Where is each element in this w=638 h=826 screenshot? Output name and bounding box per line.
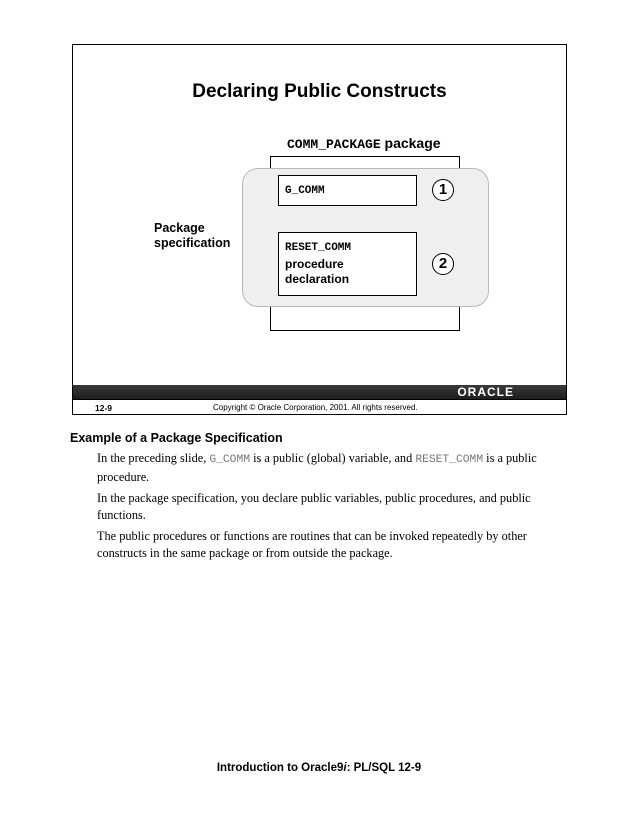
p1-text-c: is a public procedure. [97,451,537,484]
package-word: package [380,135,441,151]
p1-code-resetcomm: RESET_COMM [415,454,484,466]
copyright: Copyright © Oracle Corporation, 2001. All rights reserved. [213,403,418,412]
slide-footer [73,399,566,415]
marker-1: 1 [432,179,454,201]
procedure-box [278,232,417,296]
variable-box [278,175,417,206]
specification-label [154,221,230,251]
slide-number: 12-9 [95,403,113,413]
oracle-bar [73,385,566,399]
slide-title: Declaring Public Constructs [192,81,447,102]
footer-italic: i [343,762,347,774]
notes-paragraph-2: In the package specification, you declare public variables, public procedures, and public functions. [97,491,531,522]
notes-heading: Example of a Package Specification [70,431,283,445]
procedure-desc-line2: declaration [285,272,350,286]
slide [72,44,567,415]
package-name: COMM_PACKAGE [287,137,381,152]
spec-label-line2: specification [154,236,231,250]
notes-section [70,431,575,566]
footer-suffix: : PL/SQL 12-9 [346,762,422,774]
procedure-description [285,257,349,287]
marker-2: 2 [432,253,454,275]
footer-prefix: Introduction to Oracle9 [216,762,344,774]
procedure-desc-line1: procedure [285,257,344,271]
p1-text-b: is a public (global) variable, and [250,451,416,465]
procedure-name: RESET_COMM [285,242,352,254]
package-label [287,135,441,152]
variable-name: G_COMM [285,185,325,197]
page-footer [0,762,638,774]
notes-paragraph-1 [97,450,575,486]
oracle-logo: ORACLE [457,385,514,399]
p1-text-a: In the preceding slide, [97,451,210,465]
notes-paragraph-3: The public procedures or functions are routines that can be invoked repeatedly by other constructs in the same package or from outside the package. [97,529,527,560]
spec-label-line1: Package [154,221,205,235]
p1-code-gcomm: G_COMM [209,454,251,466]
